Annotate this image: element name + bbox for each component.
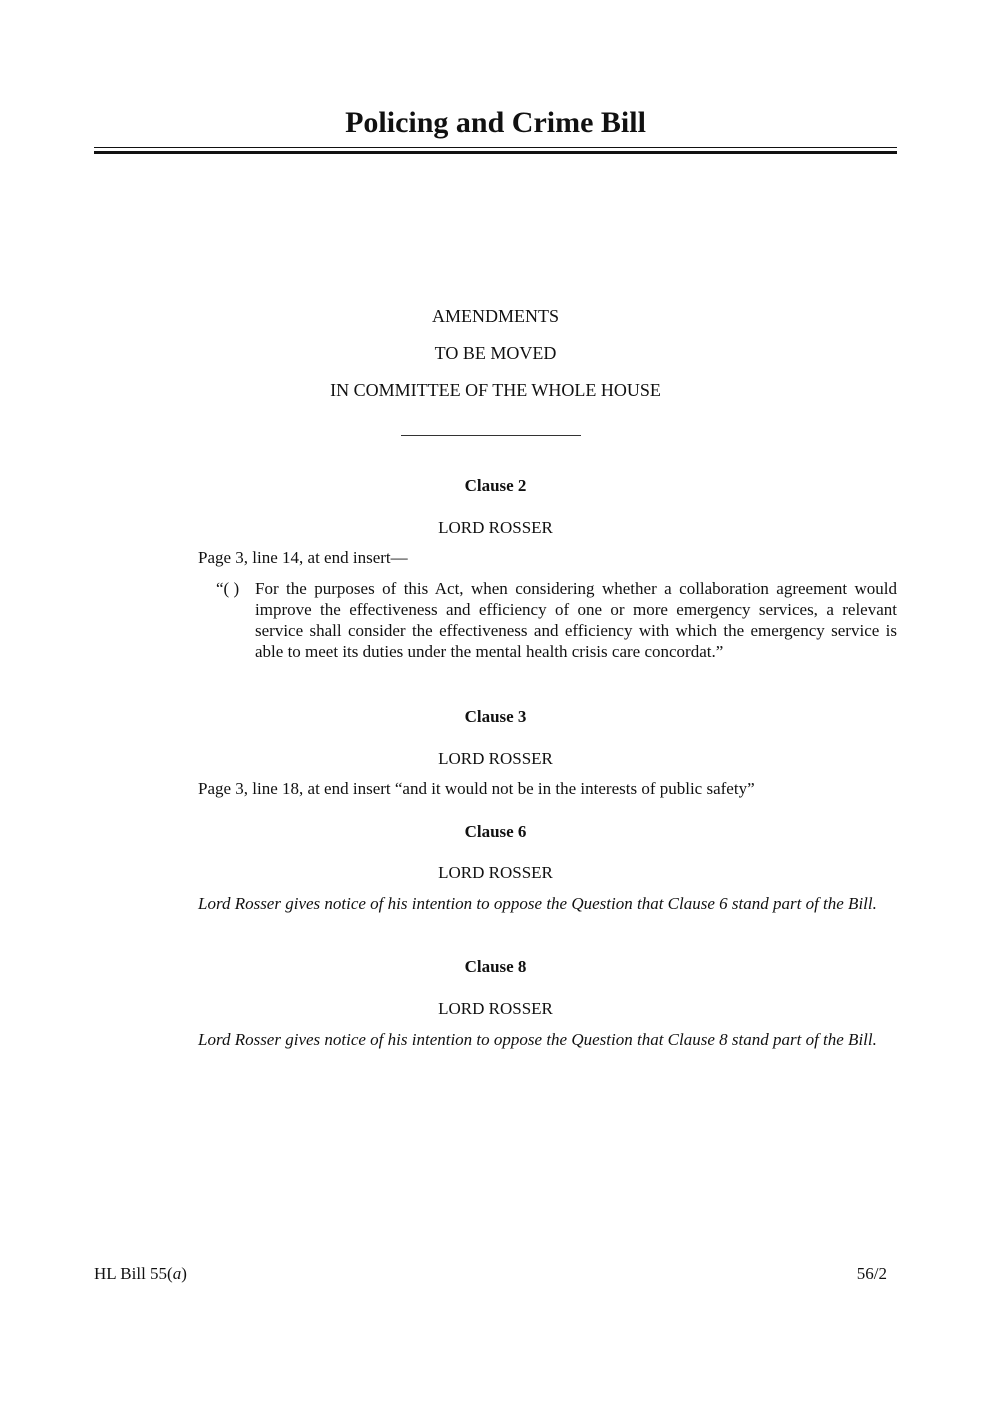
document-title: Policing and Crime Bill [345,106,646,139]
bill-number-suffix: a [172,1264,182,1283]
member-name: LORD ROSSER [438,518,553,537]
member-name: LORD ROSSER [438,749,553,768]
clause-heading: Clause 8 [464,957,527,976]
bill-number [94,1264,187,1284]
amendment-text: Page 3, line 18, at end insert “and it would not be in the interests of public safety” [198,779,755,798]
clause-heading: Clause 6 [464,822,527,841]
notice-text: Lord Rosser gives notice of his intention to oppose the Question that Clause 6 stand part of the Bill. [198,894,877,913]
quote-number: “( ) [216,579,240,598]
heading-line-2: TO BE MOVED [434,343,557,363]
member-name: LORD ROSSER [438,999,553,1018]
member-name: LORD ROSSER [438,863,553,882]
page-number: 56/2 [856,1264,887,1283]
notice-text: Lord Rosser gives notice of his intention to oppose the Question that Clause 8 stand part of the Bill. [198,1030,877,1049]
title-rule-thin [94,147,897,148]
title-rule-thick [94,151,897,154]
quote-body: For the purposes of this Act, when considering whether a collaboration agreement would improve the effectiveness and efficiency of one or more emergency services, a relevant service shall consider the effectiveness and efficiency with which the emergency service is able to meet its duties under the mental health crisis care concordat.” [255,579,897,661]
bill-number-close: ) [181,1264,187,1283]
divider [401,435,581,436]
heading-line-3: IN COMMITTEE OF THE WHOLE HOUSE [330,380,661,400]
clause-heading: Clause 2 [464,476,527,495]
amendment-quote [216,578,897,662]
clause-heading: Clause 3 [464,707,527,726]
amendment-text: Page 3, line 14, at end insert— [198,548,408,567]
heading-line-1: AMENDMENTS [431,306,559,326]
bill-number-prefix: HL Bill 55( [94,1264,173,1283]
